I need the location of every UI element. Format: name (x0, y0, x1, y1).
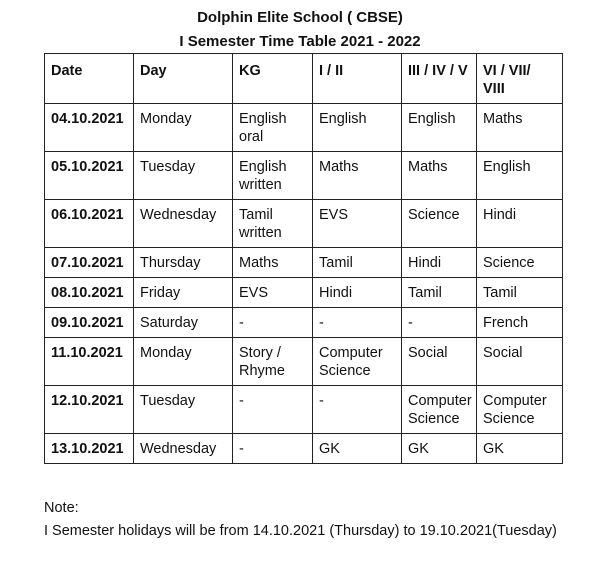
cell-line: Tamil (239, 207, 273, 223)
cell-line: - (319, 393, 324, 409)
cell-kg (233, 434, 313, 464)
cell-line: Story / (239, 345, 281, 361)
cell-vi-vii-viii (477, 200, 563, 248)
cell-vi-vii-viii (477, 338, 563, 386)
cell-day: Tuesday (134, 386, 233, 434)
cell-kg (233, 248, 313, 278)
cell-i-ii (313, 338, 402, 386)
cell-vi-vii-viii (477, 386, 563, 434)
table-row (45, 434, 563, 464)
cell-i-ii (313, 434, 402, 464)
cell-kg (233, 152, 313, 200)
cell-line: Social (483, 345, 523, 361)
table-row (45, 248, 563, 278)
cell-iii-iv-v (402, 386, 477, 434)
cell-day: Friday (134, 278, 233, 308)
cell-vi-vii-viii (477, 434, 563, 464)
cell-vi-vii-viii (477, 278, 563, 308)
cell-iii-iv-v (402, 338, 477, 386)
cell-day: Monday (134, 338, 233, 386)
cell-iii-iv-v (402, 152, 477, 200)
cell-kg (233, 386, 313, 434)
table-header-row (45, 54, 563, 104)
cell-kg (233, 308, 313, 338)
cell-iii-iv-v (402, 104, 477, 152)
cell-iii-iv-v (402, 248, 477, 278)
table-row (45, 278, 563, 308)
cell-line: Computer (319, 345, 383, 361)
cell-day: Thursday (134, 248, 233, 278)
note-label: Note: (44, 500, 79, 516)
cell-line: English (239, 111, 287, 127)
cell-iii-iv-v (402, 434, 477, 464)
cell-day: Wednesday (134, 434, 233, 464)
cell-line: Maths (239, 255, 279, 271)
cell-line: - (239, 393, 244, 409)
column-header-vi-vii-viii: VI / VII/ VIII (477, 54, 563, 104)
cell-i-ii (313, 200, 402, 248)
note-text: I Semester holidays will be from 14.10.2021 (Thursday) to 19.10.2021(Tuesday) (44, 523, 557, 539)
table-row (45, 152, 563, 200)
cell-line: Science (408, 411, 460, 427)
cell-day: Monday (134, 104, 233, 152)
cell-date: 04.10.2021 (45, 104, 134, 152)
cell-line: Science (408, 207, 460, 223)
cell-line: Social (408, 345, 448, 361)
cell-line: GK (483, 441, 504, 457)
column-header-i-ii: I / II (313, 54, 402, 104)
table-row (45, 200, 563, 248)
cell-line: - (239, 441, 244, 457)
column-header-iii-iv-v: III / IV / V (402, 54, 477, 104)
timetable (44, 53, 563, 464)
cell-line: GK (319, 441, 340, 457)
cell-line: - (319, 315, 324, 331)
cell-line: Science (483, 255, 535, 271)
cell-line: Tamil (319, 255, 353, 271)
table-row (45, 104, 563, 152)
cell-line: Maths (408, 159, 448, 175)
cell-date: 06.10.2021 (45, 200, 134, 248)
cell-line: English (239, 159, 287, 175)
cell-date: 12.10.2021 (45, 386, 134, 434)
cell-i-ii (313, 104, 402, 152)
cell-kg (233, 278, 313, 308)
cell-line: written (239, 177, 282, 193)
table-row (45, 338, 563, 386)
cell-iii-iv-v (402, 278, 477, 308)
cell-vi-vii-viii (477, 152, 563, 200)
timetable-body (45, 104, 563, 464)
cell-line: written (239, 225, 282, 241)
cell-day: Wednesday (134, 200, 233, 248)
cell-iii-iv-v (402, 308, 477, 338)
cell-line: Computer (408, 393, 472, 409)
cell-i-ii (313, 152, 402, 200)
cell-line: EVS (239, 285, 269, 301)
cell-line: - (408, 315, 413, 331)
cell-line: Maths (483, 111, 523, 127)
cell-line: Science (483, 411, 535, 427)
cell-vi-vii-viii (477, 104, 563, 152)
cell-line: Rhyme (239, 363, 285, 379)
cell-day: Tuesday (134, 152, 233, 200)
column-header-date: Date (45, 54, 134, 104)
cell-date: 09.10.2021 (45, 308, 134, 338)
cell-line: GK (408, 441, 429, 457)
cell-line: French (483, 315, 529, 331)
table-row (45, 308, 563, 338)
table-row (45, 386, 563, 434)
cell-i-ii (313, 386, 402, 434)
cell-date: 08.10.2021 (45, 278, 134, 308)
cell-iii-iv-v (402, 200, 477, 248)
cell-date: 11.10.2021 (45, 338, 134, 386)
cell-line: EVS (319, 207, 349, 223)
column-header-day: Day (134, 54, 233, 104)
page-title: I Semester Time Table 2021 - 2022 (179, 33, 421, 50)
cell-kg (233, 104, 313, 152)
cell-line: Maths (319, 159, 359, 175)
cell-line: - (239, 315, 244, 331)
cell-line: English (483, 159, 531, 175)
cell-line: English (319, 111, 367, 127)
cell-day: Saturday (134, 308, 233, 338)
cell-kg (233, 338, 313, 386)
cell-date: 07.10.2021 (45, 248, 134, 278)
cell-line: Computer (483, 393, 547, 409)
cell-i-ii (313, 248, 402, 278)
cell-date: 05.10.2021 (45, 152, 134, 200)
cell-line: oral (239, 129, 264, 145)
column-header-kg: KG (233, 54, 313, 104)
cell-line: Hindi (319, 285, 353, 301)
cell-kg (233, 200, 313, 248)
cell-vi-vii-viii (477, 308, 563, 338)
school-name: Dolphin Elite School ( CBSE) (197, 9, 403, 26)
cell-i-ii (313, 278, 402, 308)
cell-line: English (408, 111, 456, 127)
cell-vi-vii-viii (477, 248, 563, 278)
cell-line: Science (319, 363, 371, 379)
cell-line: Tamil (408, 285, 442, 301)
cell-line: Tamil (483, 285, 517, 301)
cell-date: 13.10.2021 (45, 434, 134, 464)
cell-line: Hindi (483, 207, 517, 223)
cell-line: Hindi (408, 255, 442, 271)
cell-i-ii (313, 308, 402, 338)
